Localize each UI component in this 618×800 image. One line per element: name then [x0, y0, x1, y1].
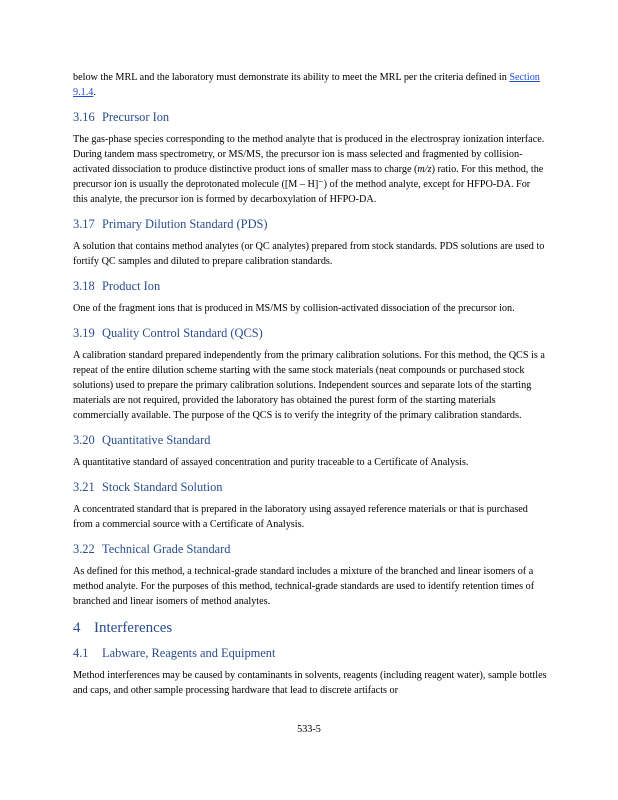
section-body: A solution that contains method analytes (or QC analytes) prepared from stock standards. PDS solutions are used to fortify QC samples and diluted to prepare calibration standards. — [73, 241, 545, 267]
section-3-17 — [73, 216, 547, 269]
section-3-16 — [73, 109, 547, 207]
section-body: As defined for this method, a technical-grade standard includes a mixture of the branched and linear isomers of a method analyte. For the purposes of this method, technical-grade standards are used to identify retention times of branched and linear isomers of method analytes. — [73, 566, 535, 607]
section-3-19 — [73, 325, 547, 423]
section-heading: 3.22 Technical Grade Standard — [73, 542, 231, 556]
section-heading: 3.21 Stock Standard Solution — [73, 480, 223, 494]
document-page — [73, 70, 547, 707]
section-body: Method interferences may be caused by contaminants in solvents, reagents (including reagent water), sample bottles and caps, and other sample processing hardware that lead to discrete artifacts or — [73, 670, 547, 696]
section-3-20 — [73, 432, 547, 470]
section-9-1-4-link[interactable]: Section 9.1.4 — [73, 72, 540, 98]
section-heading: 3.19 Quality Control Standard (QCS) — [73, 326, 263, 340]
section-heading: 4.1 Labware, Reagents and Equipment — [73, 646, 276, 660]
section-body: A calibration standard prepared independently from the primary calibration solutions. For this method, the QCS is a repeat of the entire dilution scheme starting with the same stock materials (neat compounds or purchased stock solutions) used to prepare the primary calibration solutions. Independent sources and separate lots of the starting materials are not required, provided the laboratory has obtained the purest form of the starting materials commercially available. The purpose of the QCS is to verify the integrity of the primary calibration standards. — [73, 350, 545, 421]
section-body: One of the fragment ions that is produced in MS/MS by collision-activated dissociation of the precursor ion. — [73, 303, 515, 314]
section-body: The gas-phase species corresponding to the method analyte that is produced in the electrospray ionization interface. During tandem mass spectrometry, or MS/MS, the precursor ion is mass selected and fragmented by collision-activated dissociation to produce distinctive product ions of smaller mass to charge (m/z) ratio. For this method, the precursor ion is usually the deprotonated molecule ([M – H]⁻) of the method analyte, except for HFPO-DA. For this analyte, the precursor ion is formed by decarboxylation of HFPO-DA. — [73, 134, 545, 205]
section-heading: 3.17 Primary Dilution Standard (PDS) — [73, 217, 268, 231]
section-heading: 3.18 Product Ion — [73, 279, 161, 293]
section-4-1 — [73, 645, 547, 698]
page-number: 533-5 — [297, 724, 321, 735]
intro-paragraph: below the MRL and the laboratory must demonstrate its ability to meet the MRL per the criteria defined in Section 9.1.4. — [73, 72, 540, 98]
chapter-heading: 4 Interferences — [73, 620, 173, 636]
section-body: A concentrated standard that is prepared in the laboratory using assayed reference materials or that is purchased from a commercial source with a Certificate of Analysis. — [73, 504, 528, 530]
section-3-22 — [73, 541, 547, 609]
section-3-18 — [73, 278, 547, 316]
section-body: A quantitative standard of assayed concentration and purity traceable to a Certificate of Analysis. — [73, 457, 469, 468]
section-3-21 — [73, 479, 547, 532]
section-heading: 3.16 Precursor Ion — [73, 110, 170, 124]
section-heading: 3.20 Quantitative Standard — [73, 433, 211, 447]
